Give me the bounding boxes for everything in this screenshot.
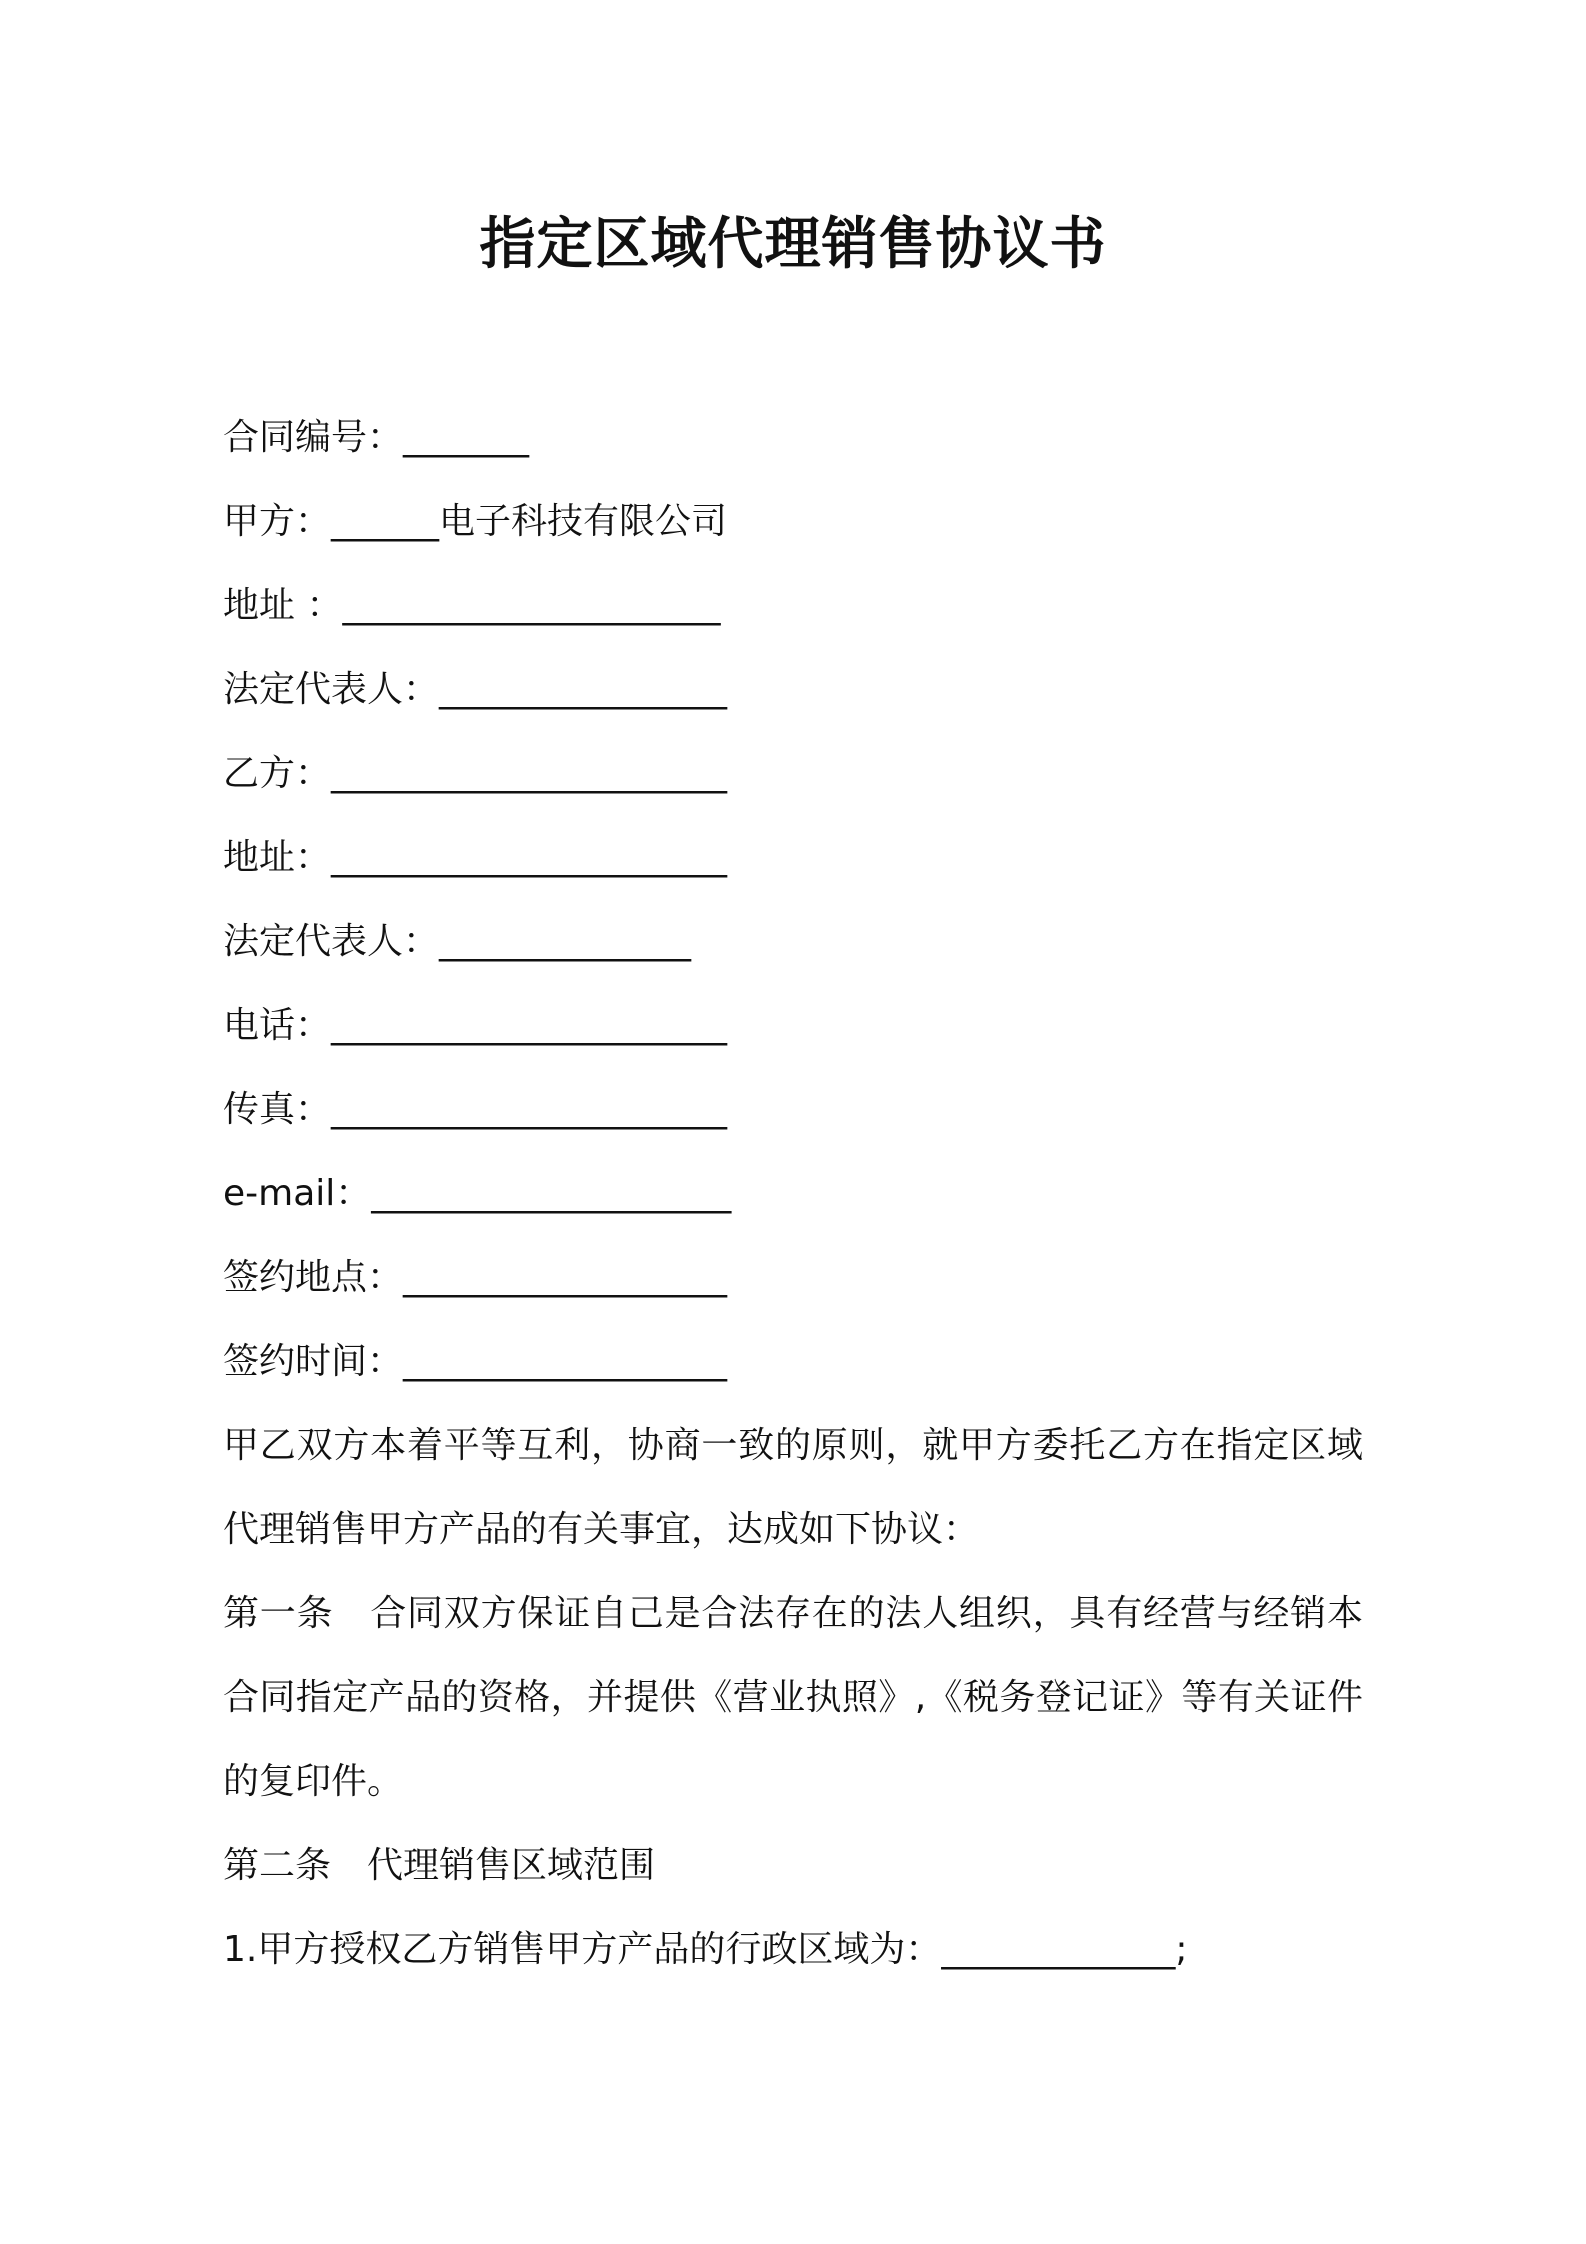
party-b-address-field: 地址：______________________ <box>223 837 728 878</box>
party-a-address-field: 地址 ：_____________________ <box>223 585 721 626</box>
signing-place-field: 签约地点：__________________ <box>223 1257 728 1298</box>
contract-fields <box>223 396 1373 1404</box>
article-2-heading: 第二条 代理销售区域范围 <box>223 1845 656 1886</box>
agreement-body <box>223 1404 1363 1992</box>
party-b-legal-rep-field: 法定代表人：______________ <box>223 921 692 962</box>
signing-time-field: 签约时间：__________________ <box>223 1341 728 1382</box>
party-b-name-field: 乙方：______________________ <box>223 753 728 794</box>
fax-field: 传真：______________________ <box>223 1089 728 1130</box>
article-1-paragraph: 第一条 合同双方保证自己是合法存在的法人组织，具有经营与经销本合同指定产品的资格，并提供《营业执照》,《税务登记证》等有关证件的复印件。 <box>223 1593 1363 1802</box>
party-a-legal-rep-field: 法定代表人：________________ <box>223 669 728 710</box>
document-title: 指定区域代理销售协议书 <box>479 212 1107 277</box>
contract-number-field: 合同编号：_______ <box>223 417 530 458</box>
article-2-item-1: 1.甲方授权乙方销售甲方产品的行政区域为：_____________; <box>223 1929 1188 1970</box>
party-a-name-field: 甲方：______电子科技有限公司 <box>223 501 728 542</box>
phone-field: 电话：______________________ <box>223 1005 728 1046</box>
email-field: e-mail：____________________ <box>223 1173 732 1214</box>
preamble-paragraph: 甲乙双方本着平等互利，协商一致的原则，就甲方委托乙方在指定区域代理销售甲方产品的有关事宜，达成如下协议： <box>223 1425 1363 1550</box>
